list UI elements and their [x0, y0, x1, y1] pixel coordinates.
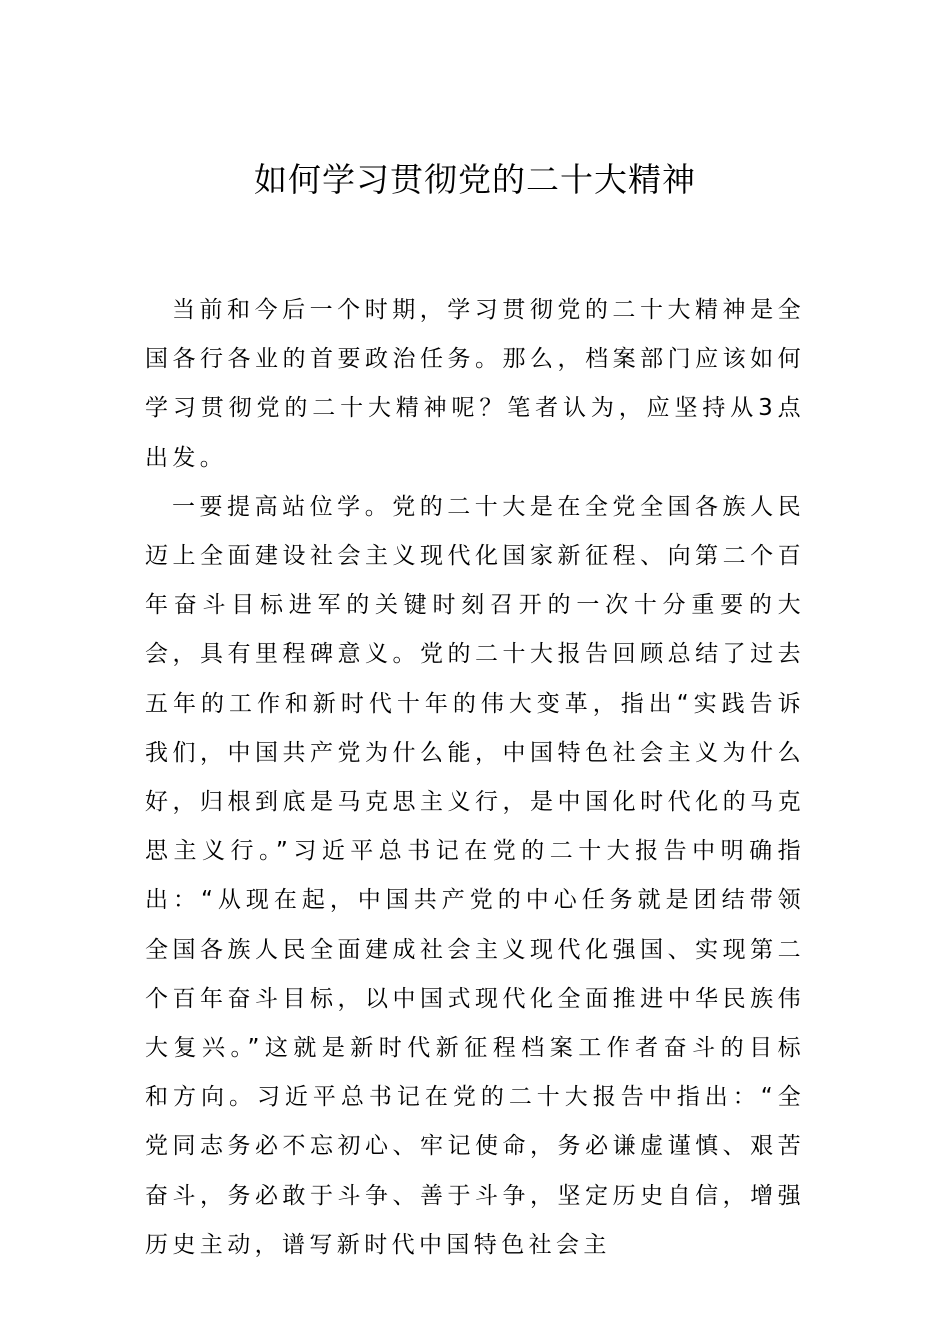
paragraph-point-one: 一要提高站位学。党的二十大是在全党全国各族人民迈上全面建设社会主义现代化国家新征程、向第二个百年奋斗目标进军的关键时刻召开的一次十分重要的大会，具有里程碑意义。党的二十大报告回顾总结了过去五年的工作和新时代十年的伟大变革，指出“实践告诉我们，中国共产党为什么能，中国特色社会主义为什么好，归根到底是马克思主义行，是中国化时代化的马克思主义行。”习近平总书记在党的二十大报告中明确指出：“从现在起，中国共产党的中心任务就是团结带领全国各族人民全面建成社会主义现代化强国、实现第二个百年奋斗目标，以中国式现代化全面推进中华民族伟大复兴。”这就是新时代新征程档案工作者奋斗的目标和方向。习近平总书记在党的二十大报告中指出：“全党同志务必不忘初心、牢记使命，务必谦虚谨慎、艰苦奋斗，务必敢于斗争、善于斗争，坚定历史自信，增强历史主动，谱写新时代中国特色社会主: [145, 493, 805, 1258]
document-body: [145, 286, 805, 1270]
paragraph-intro: 当前和今后一个时期，学习贯彻党的二十大精神是全国各行各业的首要政治任务。那么，档案部门应该如何学习贯彻党的二十大精神呢？笔者认为，应坚持从3点出发。: [145, 297, 805, 471]
document-title: 如何学习贯彻党的二十大精神: [254, 160, 696, 199]
